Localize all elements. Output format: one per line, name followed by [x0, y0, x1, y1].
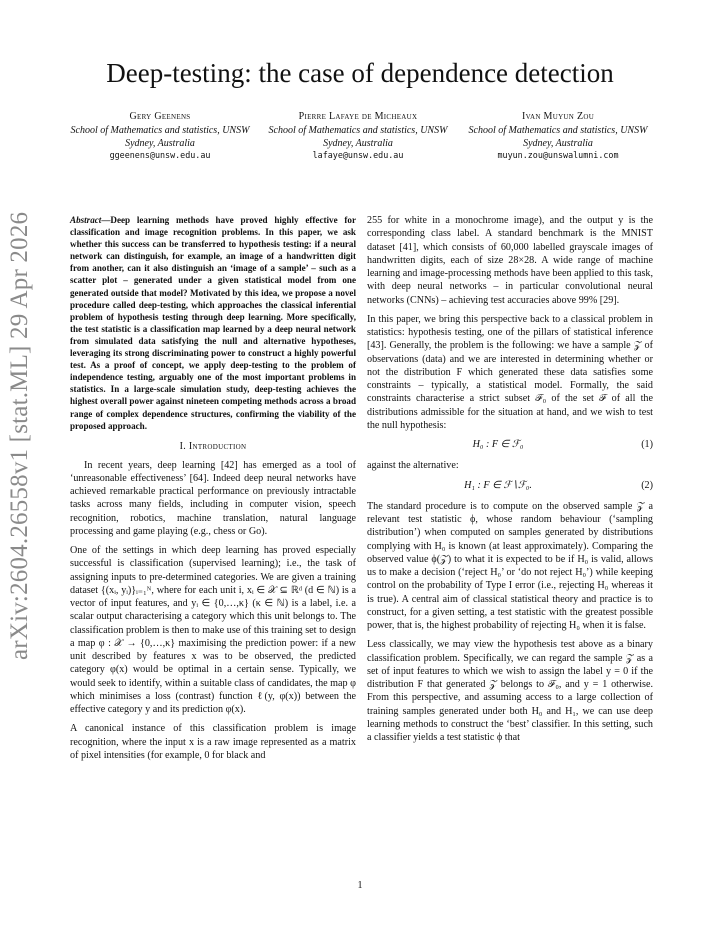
author-affiliation: School of Mathematics and statistics, UNSW Sydney, Australia	[70, 125, 250, 149]
equation-number: (2)	[641, 479, 653, 491]
abstract	[70, 214, 356, 432]
body-paragraph: 255 for white in a monochrome image), and the output y is the corresponding class label. A standard benchmark is the MNIST dataset [41], which consists of 60,000 labelled grayscale images of handwritten digits, each of size 28×28. A wide range of machine learning and image-processing methods have been applied to this task, with deep neural networks – in particular convolutional neural networks (CNNs) – achieving test accuracies above 99% [29].	[367, 215, 653, 306]
page-number: 1	[357, 880, 363, 891]
right-column	[367, 214, 653, 750]
body-paragraph: A canonical instance of this classification problem is image recognition, where the input x is a raw image represented as a matrix of pixel intensities (for example, 0 for black and	[70, 723, 356, 761]
author-block-3	[458, 110, 658, 162]
body-paragraph: In recent years, deep learning [42] has emerged as a tool of ‘unreasonable effectiveness’ [64]. Indeed deep neural networks have achieved remarkable practical performance on previously intractable tasks across many fields, including in computer vision, speech recognition, robotics, machine translation, natural language processing and game playing (e.g., chess or Go).	[70, 459, 356, 537]
author-affiliation: School of Mathematics and statistics, UNSW Sydney, Australia	[268, 125, 448, 149]
equation-2	[367, 479, 653, 492]
paper-title: Deep-testing: the case of dependence detection	[106, 58, 614, 88]
equation-1	[367, 438, 653, 451]
equation-number: (1)	[641, 439, 653, 450]
body-paragraph: The standard procedure is to compute on the observed sample 𝒵 a relevant test statistic ϕ, whose random behaviour (‘sampling distribution’) when computed on samples generated by distributions complying with H₀ is known (at least approximately). Comparing the observed value ϕ(𝒵) to what it is expected to be if H₀ is valid, allows us to make a decision (‘reject H₀’ or ‘do not reject H₀’) while keeping control on the probability of Type I error (i.e., rejecting H₀ whereas it is true). A central aim of classical statistical theory and practice is to construct, for a given setting, a test statistic with the greatest possible power, that is, the highest probability of rejecting H₀ when it is false.	[367, 500, 653, 631]
author-name: Gery Geenens	[129, 111, 191, 122]
author-name: Pierre Lafaye de Micheaux	[298, 111, 418, 122]
section-heading: I. Introduction	[179, 440, 247, 452]
body-paragraph: One of the settings in which deep learning has proved especially successful is classification (supervised learning); i.e., the task of assigning inputs to pre-determined categories. We are given a training dataset {(xᵢ, yᵢ)}ᵢ₌₁ᴺ, where for each unit i, xᵢ ∈ 𝒳 ⊆ ℝᵈ (d ∈ ℕ) is a vector of input features, and yᵢ ∈ {0,…,κ} (κ ∈ ℕ) is a label, i.e. a scalar output characterising a category which this unit belongs to. The classification problem is then to make use of this training set to design a map φ : 𝒳 → {0,…,κ} maximising the prediction power: if a new unit described by features x was to be observed, the predicted category φ(x) would be optimal in a certain sense. Typically, we would seek to identify, within a suitable class of candidates, the map φ which minimises a loss (contrast) function ℓ(y, φ(x)) between the effective category y and its prediction φ(x).	[70, 545, 356, 716]
body-paragraph: In this paper, we bring this perspective back to a classical problem in statistics: hypothesis testing, one of the pillars of statistical inference [43]. Generally, the problem is the following: we have a sample 𝒵 of observations (data) and we are interested in determining whether or not the distribution F which generated these data satisfies some constraints – typically, a statistical model. Formally, the said constraints characterise a strict subset ℱ₀ of the set ℱ of all the distributions admissible for the situation at hand, and we wish to test the null hypothesis:	[367, 313, 653, 431]
arxiv-identifier-stamp: arXiv:2604.26558v1 [stat.ML] 29 Apr 2026	[6, 211, 33, 660]
body-paragraph: Less classically, we may view the hypothesis test above as a binary classification problem. Specifically, we can regard the sample 𝒵 as a set of input features to which we wish to assign the label y = 0 if the distribution F that generated 𝒵 belongs to ℱ₀, and y = 1 otherwise. From this perspective, and assuming access to a large collection of training samples generated under both H₀ and H₁, we can use deep learning methods to construct the ‘best’ classifier. In this setting, such a classifier yields a test statistic ϕ that	[367, 639, 653, 743]
author-email[interactable]: ggeenens@unsw.edu.au	[109, 150, 211, 160]
author-email[interactable]: muyun.zou@unswalumni.com	[497, 150, 619, 160]
abstract-text: —Deep learning methods have proved highly effective for classification and image recognition problems. In this paper, we ask whether this success can be transferred to hypothesis testing: if a neural network can distinguish, for example, an image of a handwritten digit from another, can it also distinguish an ‘image of a sample’ – such as a scatter plot – generated under a given statistical model from one generated outside that model? Motivated by this idea, we propose a novel procedure called deep-testing, which approaches the classical inferential problem of hypothesis testing through deep learning. More specifically, the test statistic is a classification map learned by a deep neural network from simulated data satisfying the null and alternative hypotheses, leveraging its strong discriminating power to construct a highly powerful test. As a proof of concept, we apply deep-testing to the problem of independence testing, arguably one of the most important problems in statistics. In a large-scale simulation study, deep-testing achieves the highest overall power against nineteen competing methods across a broad range of complex dependence structures, confirming the viability of the proposed approach.	[70, 215, 356, 431]
body-text: against the alternative:	[367, 460, 459, 472]
author-affiliation: School of Mathematics and statistics, UNSW Sydney, Australia	[468, 125, 648, 149]
author-name: Ivan Muyun Zou	[521, 111, 595, 122]
author-block-1	[60, 110, 260, 162]
author-email[interactable]: lafaye@unsw.edu.au	[312, 150, 404, 160]
author-block-2	[258, 110, 458, 162]
left-column	[70, 214, 356, 768]
equation-body: H₁ : F ∈ ℱ∖ℱ₀.	[464, 479, 532, 491]
equation-body: H₀ : F ∈ ℱ₀	[472, 439, 524, 450]
abstract-lead: Abstract	[70, 215, 102, 225]
